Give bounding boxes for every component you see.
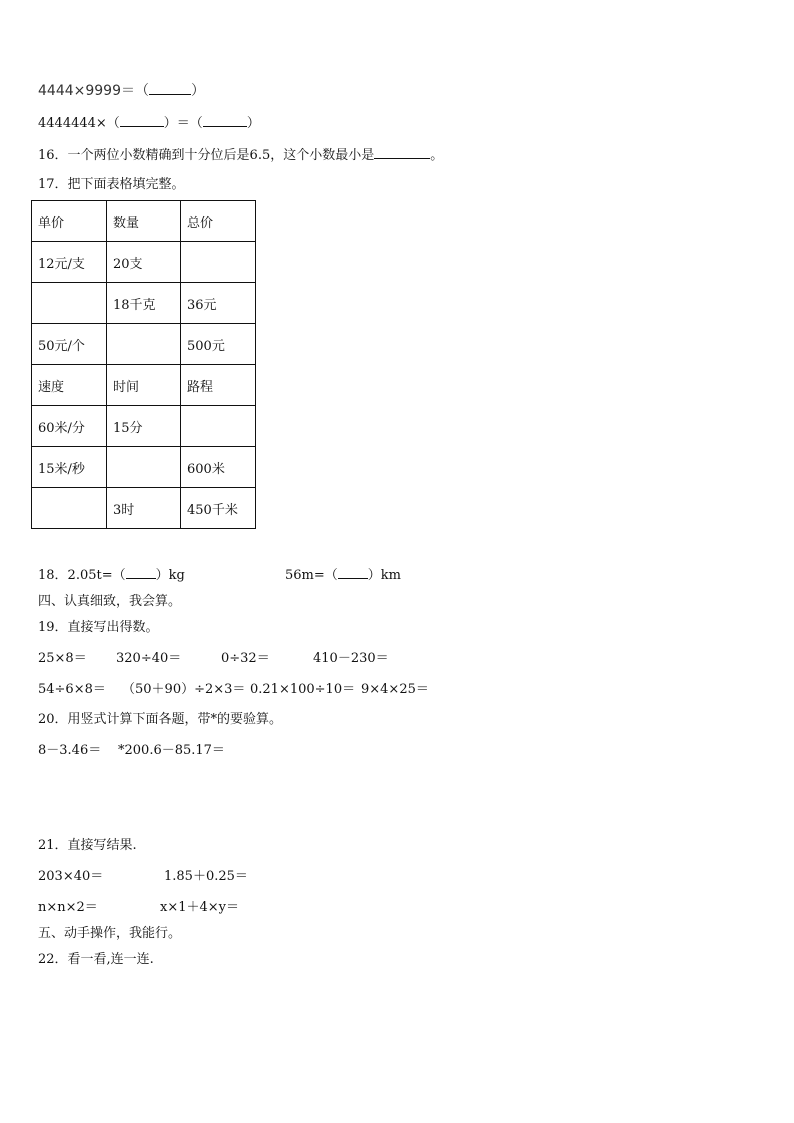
table-cell: 路程 — [181, 365, 256, 406]
calc-item: 320÷40＝ — [116, 651, 182, 666]
section-5-text: 五、动手操作，我能行。 — [38, 926, 182, 941]
answer-blank[interactable] — [203, 114, 247, 127]
calc-item: 0÷32＝ — [221, 651, 270, 666]
question-16 — [38, 146, 443, 165]
question-22-text: 22．看一看,连一连. — [38, 952, 154, 967]
calc-item: 1.85＋0.25＝ — [164, 869, 248, 884]
question-18-part-c: 56m=（ — [285, 568, 338, 583]
table-cell: 总价 — [181, 201, 256, 242]
question-22 — [38, 951, 154, 969]
table-row — [32, 201, 256, 242]
calc-item: （50＋90）÷2×3＝ — [122, 682, 246, 697]
table-row — [32, 447, 256, 488]
question-18-part-d: ）km — [367, 568, 401, 583]
question-18 — [38, 566, 185, 585]
table-row — [32, 283, 256, 324]
table-cell[interactable] — [32, 283, 107, 324]
question-20-title: 20．用竖式计算下面各题，带*的要验算。 — [38, 712, 283, 727]
section-5-heading — [38, 925, 181, 943]
table-cell: 12元/支 — [32, 242, 107, 283]
vertical-calc-item: 8－3.46＝ — [38, 743, 102, 758]
question-17 — [38, 176, 185, 194]
question-19 — [38, 619, 159, 637]
question-20 — [38, 711, 282, 729]
answer-blank[interactable] — [149, 82, 191, 95]
table-cell[interactable] — [107, 324, 181, 365]
table-cell: 时间 — [107, 365, 181, 406]
question-18-part-a: 18．2.05t=（ — [38, 568, 126, 583]
table-cell: 36元 — [181, 283, 256, 324]
question-18-second — [285, 566, 401, 585]
answer-blank[interactable] — [374, 146, 430, 159]
table-row — [32, 406, 256, 447]
table-cell: 速度 — [32, 365, 107, 406]
equation-text: 4444×9999＝（ — [38, 83, 149, 99]
table-cell: 600米 — [181, 447, 256, 488]
question-19-title: 19．直接写出得数。 — [38, 620, 159, 635]
table-cell: 15米/秒 — [32, 447, 107, 488]
answer-blank[interactable] — [126, 566, 156, 579]
question-21 — [38, 837, 137, 855]
table-cell: 3时 — [107, 488, 181, 529]
table-cell[interactable] — [181, 242, 256, 283]
section-4-heading — [38, 593, 181, 611]
question-16-text: 16．一个两位小数精确到十分位后是6.5，这个小数最小是 — [38, 148, 375, 163]
equation-part-b: ）＝（ — [163, 116, 203, 131]
question-16-end: 。 — [430, 148, 444, 163]
table-row — [32, 242, 256, 283]
table-cell[interactable] — [107, 447, 181, 488]
calc-item: 410－230＝ — [313, 651, 389, 666]
table-cell: 20支 — [107, 242, 181, 283]
question-18-part-b: ）kg — [155, 568, 185, 583]
equation-part-c: ） — [246, 116, 260, 131]
question-17-text: 17．把下面表格填完整。 — [38, 177, 185, 192]
answer-blank[interactable] — [338, 566, 368, 579]
table-cell: 500元 — [181, 324, 256, 365]
calc-item: 203×40＝ — [38, 869, 104, 884]
calc-item: n×n×2＝ — [38, 900, 98, 915]
calc-item: 25×8＝ — [38, 651, 87, 666]
calc-item: 54÷6×8＝ — [38, 682, 106, 697]
table-cell: 数量 — [107, 201, 181, 242]
table-row — [32, 324, 256, 365]
calc-item: x×1＋4×y＝ — [160, 900, 240, 915]
table-cell: 18千克 — [107, 283, 181, 324]
table-cell: 50元/个 — [32, 324, 107, 365]
equation-line-2 — [38, 114, 260, 133]
table-cell: 单价 — [32, 201, 107, 242]
fill-in-table — [31, 200, 256, 529]
table-cell[interactable] — [32, 488, 107, 529]
question-21-title: 21．直接写结果. — [38, 838, 137, 853]
calc-item: 9×4×25＝ — [361, 682, 429, 697]
table-cell[interactable] — [181, 406, 256, 447]
vertical-calc-item: *200.6－85.17＝ — [118, 743, 225, 758]
equation-line-1 — [38, 82, 205, 100]
answer-blank[interactable] — [120, 114, 164, 127]
table-row — [32, 488, 256, 529]
equation-part-a: 4444444×（ — [38, 116, 120, 131]
table-cell: 450千米 — [181, 488, 256, 529]
section-4-text: 四、认真细致，我会算。 — [38, 594, 182, 609]
table-row — [32, 365, 256, 406]
table-cell: 60米/分 — [32, 406, 107, 447]
calc-item: 0.21×100÷10＝ — [250, 682, 356, 697]
table-cell: 15分 — [107, 406, 181, 447]
equation-close: ） — [191, 83, 205, 99]
